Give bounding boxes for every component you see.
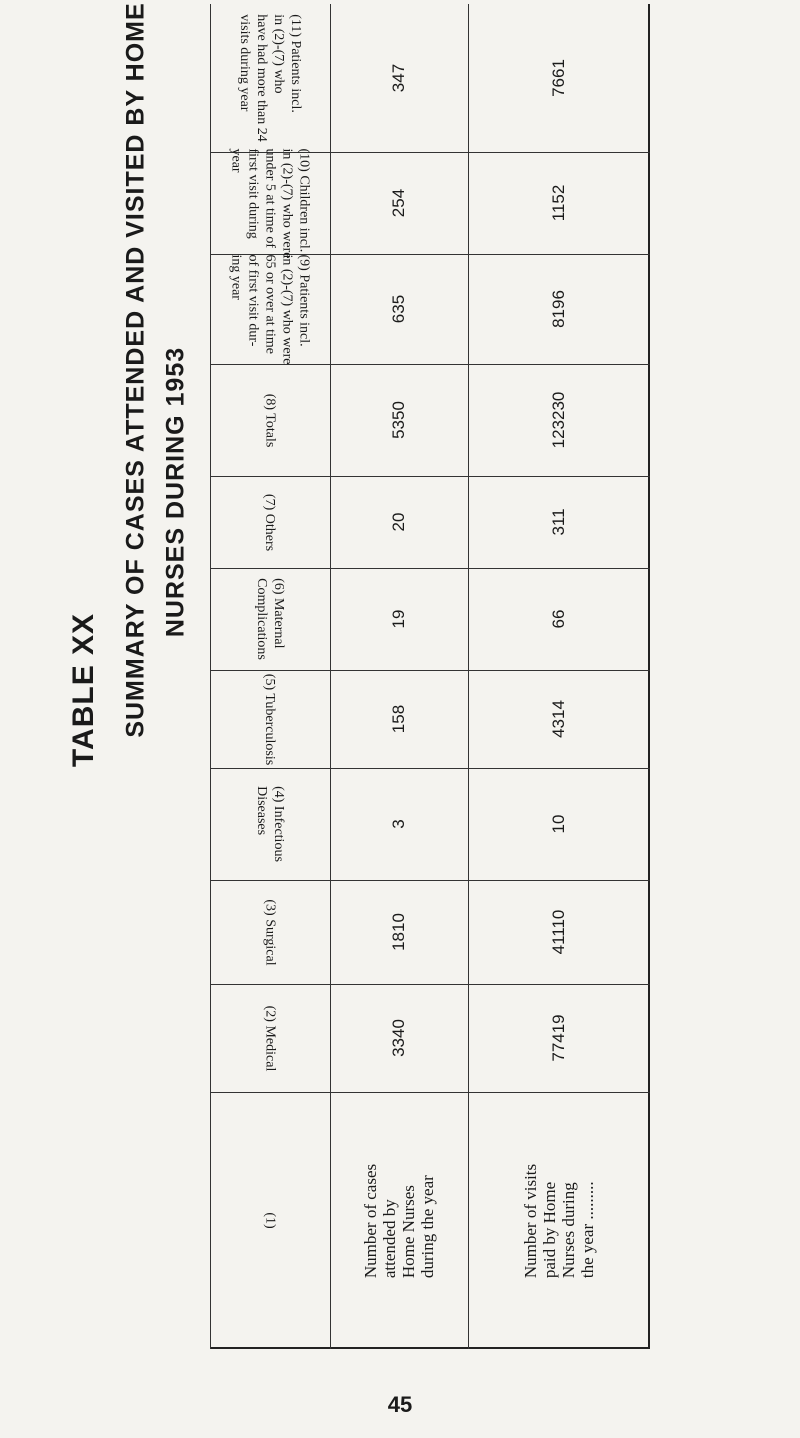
column-header-c2 bbox=[210, 984, 330, 1092]
cell-value: 19 bbox=[389, 609, 408, 629]
column-header-text: (2) Medical bbox=[262, 1005, 278, 1071]
cell-value: 1152 bbox=[549, 184, 568, 222]
page-number: 45 bbox=[387, 1392, 413, 1417]
column-header-c6 bbox=[210, 568, 330, 670]
cell-value: 20 bbox=[389, 512, 408, 532]
column-header-c5 bbox=[210, 670, 330, 768]
column-header-c9 bbox=[210, 254, 330, 364]
row-label: Number of visits paid by Home Nurses during the year ......... bbox=[521, 1163, 597, 1278]
column-header-text: (8) Totals bbox=[262, 393, 278, 447]
cell-value: 10 bbox=[549, 814, 568, 834]
column-header-text: (5) Tuberculosis bbox=[262, 673, 278, 765]
cell-value: 4314 bbox=[549, 700, 568, 738]
column-header-c7 bbox=[210, 476, 330, 568]
column-header-text: (1) bbox=[262, 1212, 278, 1229]
cell-value: 1810 bbox=[389, 913, 408, 951]
cell-value: 66 bbox=[549, 609, 568, 629]
column-header-c8 bbox=[210, 364, 330, 476]
column-header-text: (3) Surgical bbox=[262, 898, 278, 966]
cell-value: 41110 bbox=[549, 909, 568, 955]
column-header-c1 bbox=[210, 1092, 330, 1349]
column-header-text: (7) Others bbox=[262, 493, 278, 551]
cell-value: 3340 bbox=[389, 1019, 408, 1057]
column-header-text: (6) Maternal Complications bbox=[253, 578, 286, 660]
cell-value: 254 bbox=[389, 188, 408, 218]
cell-value: 123230 bbox=[549, 391, 568, 449]
title-line-2: SUMMARY OF CASES ATTENDED AND VISITED BY HOME bbox=[121, 2, 150, 738]
cell-value: 311 bbox=[549, 508, 568, 536]
column-header-text: (9) Patients incl. in (2)-(7) who were 65 or over at time of first visit dur- ing year bbox=[228, 253, 312, 365]
cell-value: 635 bbox=[389, 294, 408, 324]
column-header-text: (11) Patients incl. in (2)-(7) who have had more than 24 visits during year bbox=[237, 14, 304, 142]
column-header-c4 bbox=[210, 768, 330, 880]
column-header-c10 bbox=[210, 147, 330, 259]
summary-table bbox=[210, 4, 650, 1349]
column-header-c3 bbox=[210, 880, 330, 984]
title-line-1: TABLE XX bbox=[67, 612, 100, 768]
title-line-3: NURSES DURING 1953 bbox=[161, 346, 190, 638]
row-label: Number of cases attended by Home Nurses during the year bbox=[361, 1163, 437, 1278]
cell-value: 77419 bbox=[549, 1014, 568, 1062]
header-divider bbox=[330, 4, 331, 1349]
cell-value: 158 bbox=[389, 704, 408, 734]
column-header-c11 bbox=[210, 4, 330, 152]
cell-value: 347 bbox=[389, 63, 408, 93]
column-header-text: (4) Infectious Diseases bbox=[254, 786, 286, 862]
cell-value: 5350 bbox=[389, 401, 408, 439]
cell-value: 7661 bbox=[549, 59, 568, 97]
row-divider bbox=[468, 4, 469, 1349]
cell-value: 8196 bbox=[549, 290, 568, 328]
column-header-text: (10) Children incl. in (2)-(7) who were under 5 at time of first visit during year bbox=[228, 147, 312, 259]
cell-value: 3 bbox=[389, 819, 408, 829]
